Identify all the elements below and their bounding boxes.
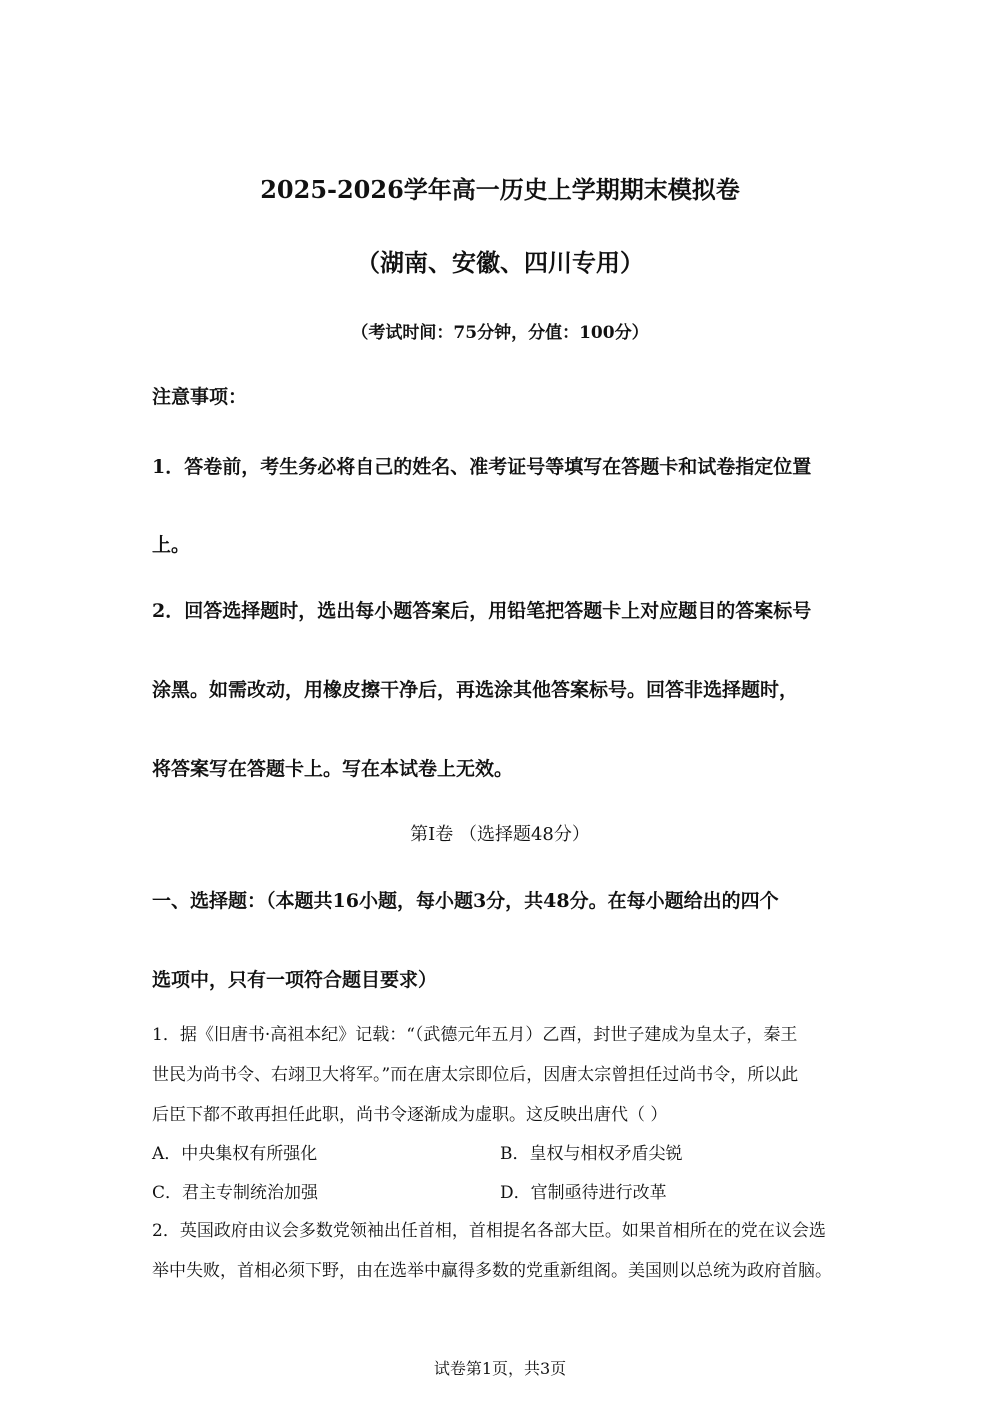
option-a: A．中央集权有所强化 bbox=[152, 1144, 318, 1164]
notice-heading: 注意事项： bbox=[152, 386, 248, 408]
option-b: B．皇权与相权矛盾尖锐 bbox=[500, 1144, 683, 1164]
question-text-line: 举中失败，首相必须下野，由在选举中赢得多数的党重新组阁。美国则以总统为政府首脑。 bbox=[152, 1261, 832, 1281]
question-text-line: 后臣下都不敢再担任此职，尚书令逐渐成为虚职。这反映出唐代（ ） bbox=[152, 1105, 668, 1125]
question-text-line: 2．英国政府由议会多数党领袖出任首相，首相提名各部大臣。如果首相所在的党在议会选 bbox=[152, 1221, 826, 1241]
section-heading: 选项中，只有一项符合题目要求） bbox=[152, 969, 438, 991]
option-c: C．君主专制统治加强 bbox=[152, 1183, 319, 1203]
exam-info: （考试时间：75分钟，分值：100分） bbox=[351, 323, 649, 343]
section-heading: 一、选择题：（本题共16小题，每小题3分，共48分。在每小题给出的四个 bbox=[152, 890, 779, 912]
notice-line: 1．答卷前，考生务必将自己的姓名、准考证号等填写在答题卡和试卷指定位置 bbox=[152, 456, 812, 478]
option-d: D．官制亟待进行改革 bbox=[500, 1183, 667, 1203]
question-text-line: 世民为尚书令、右翊卫大将军。”而在唐太宗即位后，因唐太宗曾担任过尚书令，所以此 bbox=[152, 1065, 799, 1085]
notice-line: 涂黑。如需改动，用橡皮擦干净后，再选涂其他答案标号。回答非选择题时， bbox=[152, 679, 799, 701]
question-text-line: 1．据《旧唐书·高祖本纪》记载：“（武德元年五月）乙酉，封世子建成为皇太子，秦王 bbox=[152, 1025, 798, 1045]
notice-line: 上。 bbox=[152, 534, 191, 556]
notice-line: 将答案写在答题卡上。写在本试卷上无效。 bbox=[152, 758, 514, 780]
exam-title: 2025-2026学年高一历史上学期期末模拟卷 bbox=[260, 175, 740, 204]
page-footer: 试卷第1页，共3页 bbox=[433, 1359, 567, 1378]
notice-line: 2．回答选择题时，选出每小题答案后，用铅笔把答题卡上对应题目的答案标号 bbox=[152, 600, 812, 622]
volume-label: 第Ⅰ卷 （选择题48分） bbox=[410, 824, 590, 845]
exam-subtitle: （湖南、安徽、四川专用） bbox=[356, 248, 644, 277]
